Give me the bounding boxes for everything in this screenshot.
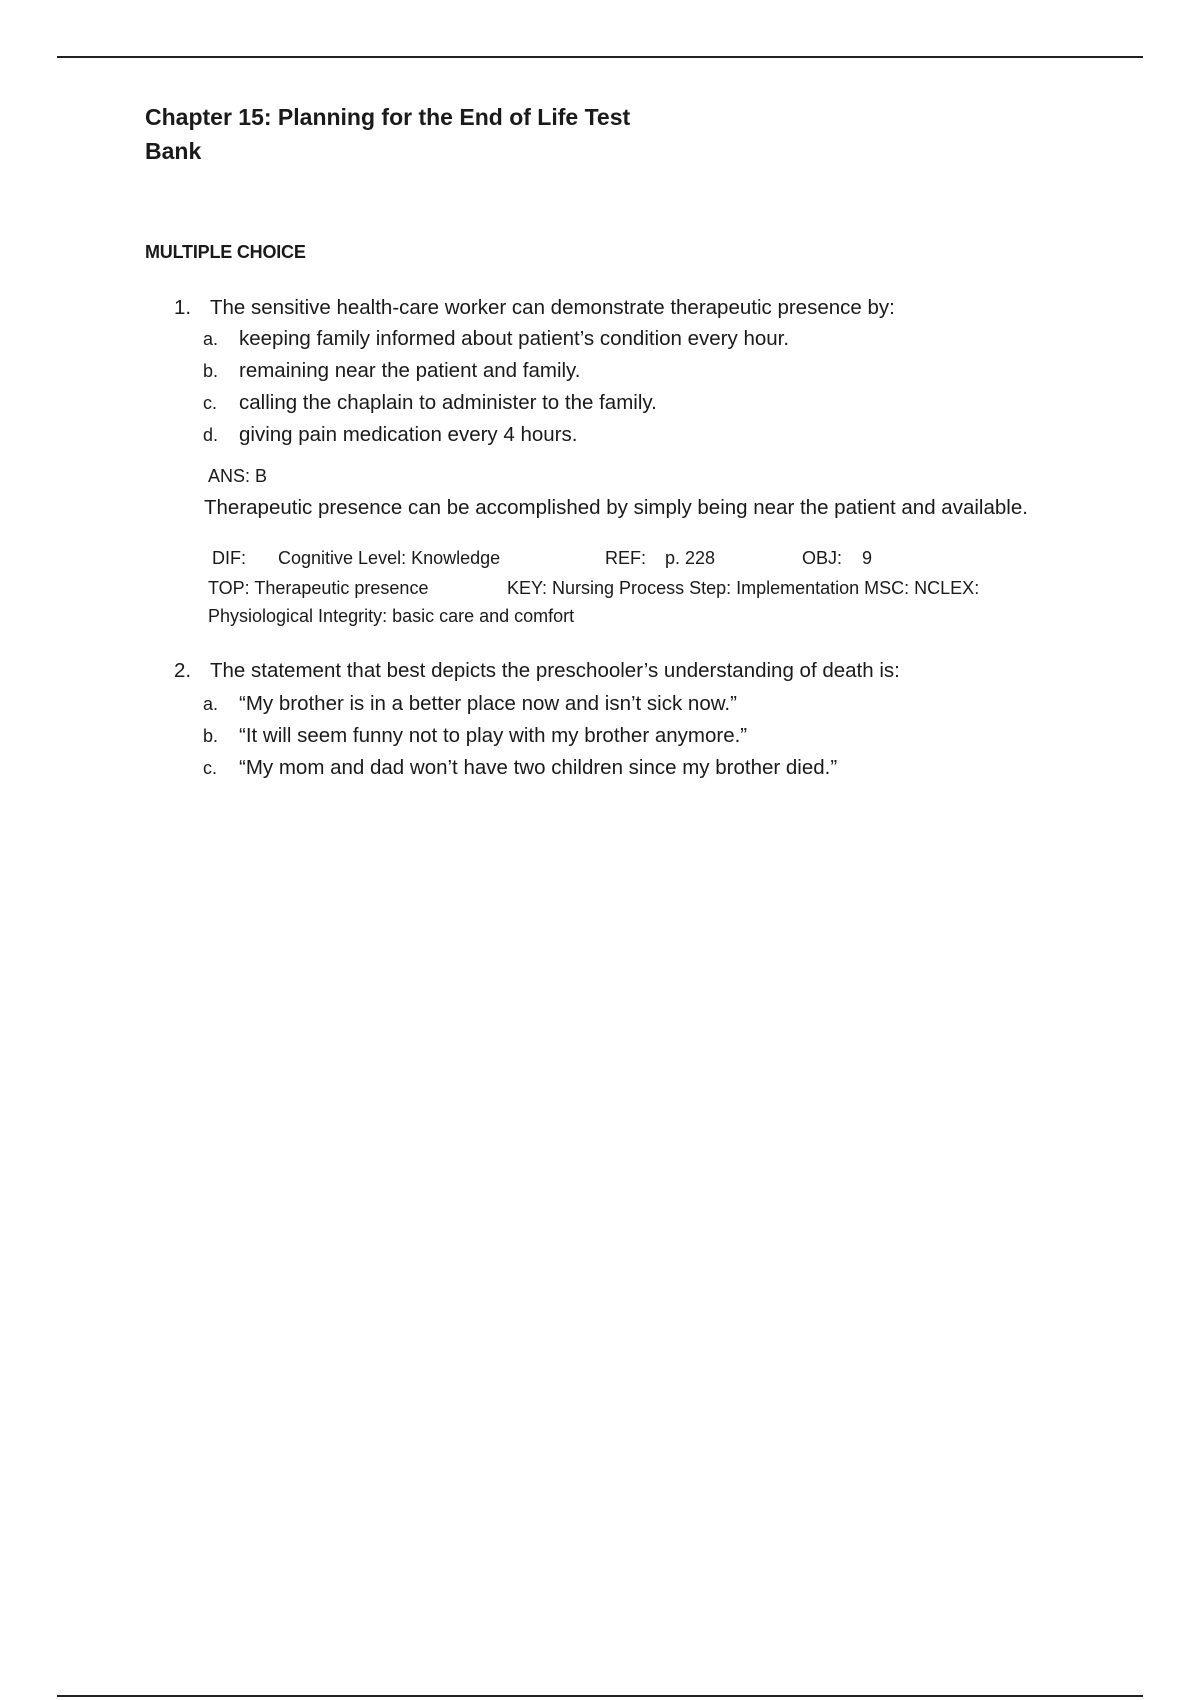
option-c — [203, 391, 657, 415]
option-text: remaining near the patient and family. — [239, 359, 581, 382]
option-text: giving pain medication every 4 hours. — [239, 423, 578, 446]
page-title — [145, 100, 665, 168]
dif-value: Cognitive Level: Knowledge — [278, 548, 501, 568]
key-and-msc: KEY: Nursing Process Step: Implementation MSC: NCLEX: — [507, 578, 980, 598]
option-d — [203, 423, 577, 447]
title-line-1: Chapter 15: Planning for the End of Life Test — [145, 104, 631, 130]
section-heading: MULTIPLE CHOICE — [145, 242, 306, 262]
option-text: “It will seem funny not to play with my brother anymore.” — [239, 724, 748, 747]
option-b — [203, 359, 580, 383]
option-b — [203, 724, 747, 748]
option-letter: b. — [203, 726, 219, 746]
option-letter: d. — [203, 425, 219, 445]
title-line-2: Bank — [145, 138, 202, 164]
rationale: Therapeutic presence can be accomplished by simply being near the patient and available. — [204, 496, 1028, 519]
question-stem — [174, 296, 895, 320]
option-text: “My mom and dad won’t have two children since my brother died.” — [239, 756, 838, 779]
topic: TOP: Therapeutic presence — [208, 578, 429, 598]
question-number: 1. — [174, 296, 192, 319]
option-a — [203, 692, 737, 716]
option-text: calling the chaplain to administer to the family. — [239, 391, 657, 414]
question-text: The statement that best depicts the preschooler’s understanding of death is: — [210, 659, 900, 682]
top-rule — [57, 56, 1143, 58]
dif-label: DIF: — [212, 548, 246, 568]
option-text: keeping family informed about patient’s condition every hour. — [239, 327, 790, 350]
obj-value: 9 — [862, 548, 873, 568]
option-c — [203, 756, 837, 780]
bottom-rule — [57, 1695, 1143, 1697]
option-letter: c. — [203, 393, 218, 413]
option-letter: a. — [203, 329, 219, 349]
obj-label: OBJ: — [802, 548, 843, 568]
question-stem — [174, 659, 900, 683]
ref-label: REF: — [605, 548, 647, 568]
option-letter: c. — [203, 758, 218, 778]
question-text: The sensitive health-care worker can demonstrate therapeutic presence by: — [210, 296, 895, 319]
option-letter: a. — [203, 694, 219, 714]
ref-value: p. 228 — [665, 548, 716, 568]
msc-continuation: Physiological Integrity: basic care and comfort — [208, 606, 575, 626]
option-letter: b. — [203, 361, 219, 381]
question-number: 2. — [174, 659, 192, 682]
answer-key: ANS: B — [208, 466, 268, 486]
option-text: “My brother is in a better place now and isn’t sick now.” — [239, 692, 737, 715]
option-a — [203, 327, 789, 351]
